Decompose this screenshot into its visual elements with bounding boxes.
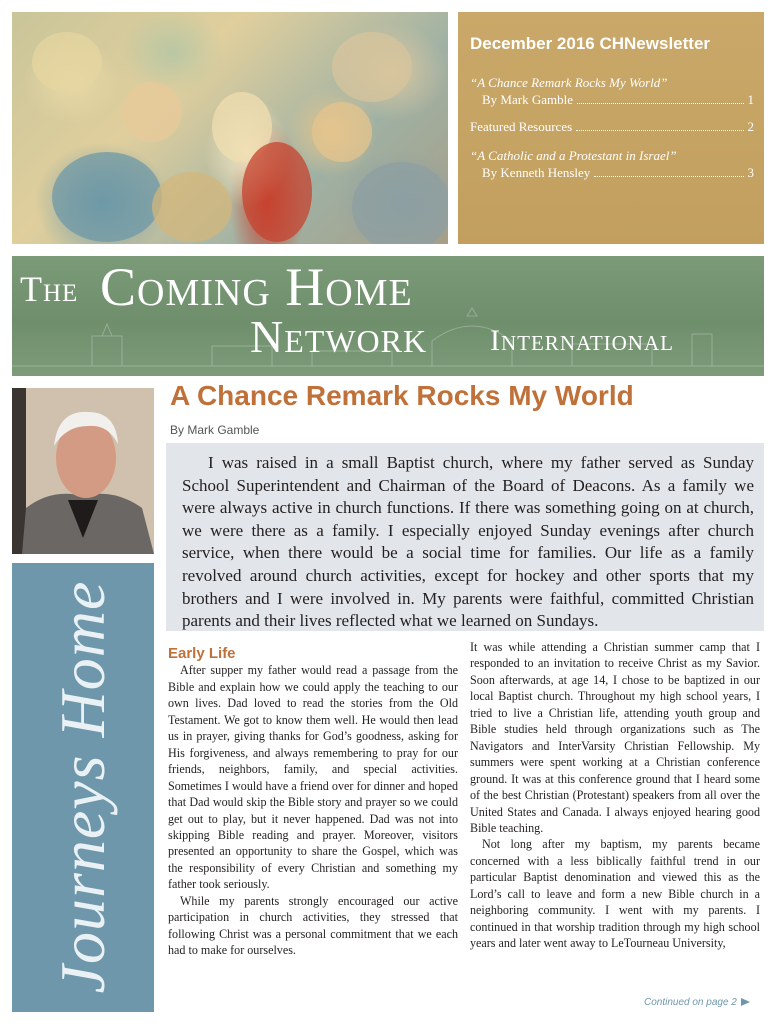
painting-figure	[152, 172, 232, 242]
article-column-2	[470, 639, 760, 952]
journeys-home-label: Journeys Home	[47, 580, 118, 994]
toc-entry[interactable]	[470, 147, 754, 181]
masthead-the: The	[20, 269, 79, 309]
painting-figure	[32, 32, 102, 92]
masthead-network: Network	[250, 311, 428, 362]
toc-entry[interactable]	[470, 74, 754, 108]
toc-entry-author: By Mark Gamble	[482, 92, 573, 107]
table-of-contents	[458, 12, 764, 244]
painting-figure	[122, 82, 182, 142]
article-paragraph: While my parents strongly encouraged our active participation in church activities, they stressed that following Christ was a personal commitment that we each had to make for ourselves.	[168, 893, 458, 958]
toc-entry-title: “A Chance Remark Rocks My World”	[470, 75, 668, 90]
section-heading: Early Life	[168, 645, 236, 662]
toc-leader-dots	[577, 103, 744, 104]
toc-entry-author: By Kenneth Hensley	[482, 165, 591, 180]
arrow-right-icon	[741, 998, 750, 1006]
painting-figure	[242, 142, 312, 242]
journeys-home-panel	[12, 563, 154, 1012]
painting-figure	[52, 152, 162, 242]
continued-link[interactable]	[644, 997, 750, 1008]
article-paragraph: After supper my father would read a passage from the Bible and explain how we could apply the teaching to our own lives. Dad loved to read the stories from the Old Testament. We got to know them well. He would then lead us in prayer, giving thanks for God’s goodness, asking for His forgiveness, and always remembering to pray for our friends, neighbors, family, and special activities. Sometimes I would have a friend over for dinner and hoped that Dad would skip the Bible story and prayer so we could get out to play, but it never happened. Dad was not into skipping Bible reading and prayer. Moreover, visitors presented an opportunity to share the Gospel, which was the responsibility of every Christian and something my father took seriously.	[168, 663, 458, 892]
article-intro: I was raised in a small Baptist church, where my father served as Sunday School Superintendent and Chairman of the Board of Deacons. As a family we were always active in church functions. If there was something going on at church, we were there as a family. I especially enjoyed Sunday evenings after church service, when there would be a social time for families. Our life as a family revolved around church activities, except for hockey and other sports that my brothers and I were involved in. My parents were faithful, committed Christian parents and their lives reflected what we learned on Sundays.	[166, 443, 764, 631]
article-headline: A Chance Remark Rocks My World	[170, 380, 634, 411]
author-photo	[12, 388, 154, 554]
toc-entry[interactable]	[470, 118, 754, 135]
painting-figure	[332, 32, 412, 102]
painting-figure	[312, 102, 372, 162]
toc-leader-dots	[576, 130, 743, 131]
newsletter-issue-title: December 2016 CHNewsletter	[470, 34, 711, 53]
article-paragraph: Not long after my baptism, my parents became concerned with a less biblically faithful trend in our particular Baptist denomination and viewed this as the Lord’s call to leave and form a new Bible church in a neighboring community. I went with my parents. I continued in that worship tradition through my high school years and later went away to LeTourneau University,	[470, 837, 760, 951]
article-paragraph: It was while attending a Christian summer camp that I responded to an invitation to receive Christ as my Savior. Soon afterwards, at age 14, I chose to be baptized in our local Baptist church. Throughout my high school years, I tried to live a Christian life, attending youth group and Bible studies held through organizations such as The Navigators and InterVarsity Christian Fellowship. My summers were spent working at a Christian conference ground. It was at this conference ground that I heard some of the best Christian (Protestant) speakers from all over the United States and Canada. I always enjoyed hearing good Bible teaching.	[470, 640, 760, 835]
cover-painting	[12, 12, 448, 244]
painting-figure	[352, 162, 448, 244]
article-byline: By Mark Gamble	[170, 423, 260, 437]
toc-entry-page: 1	[747, 92, 754, 107]
continued-label: Continued on page 2	[644, 997, 737, 1008]
toc-entry-page: 2	[747, 119, 754, 134]
masthead-banner	[12, 256, 764, 376]
masthead-coming-home: Coming Home	[100, 257, 413, 317]
toc-entry-page: 3	[747, 165, 754, 180]
author-portrait	[12, 388, 154, 554]
toc-entry-title: “A Catholic and a Protestant in Israel”	[470, 148, 677, 163]
toc-leader-dots	[594, 176, 743, 177]
article-column-1	[168, 646, 458, 959]
toc-entry-title: Featured Resources	[470, 119, 573, 134]
masthead-international: International	[490, 324, 674, 357]
